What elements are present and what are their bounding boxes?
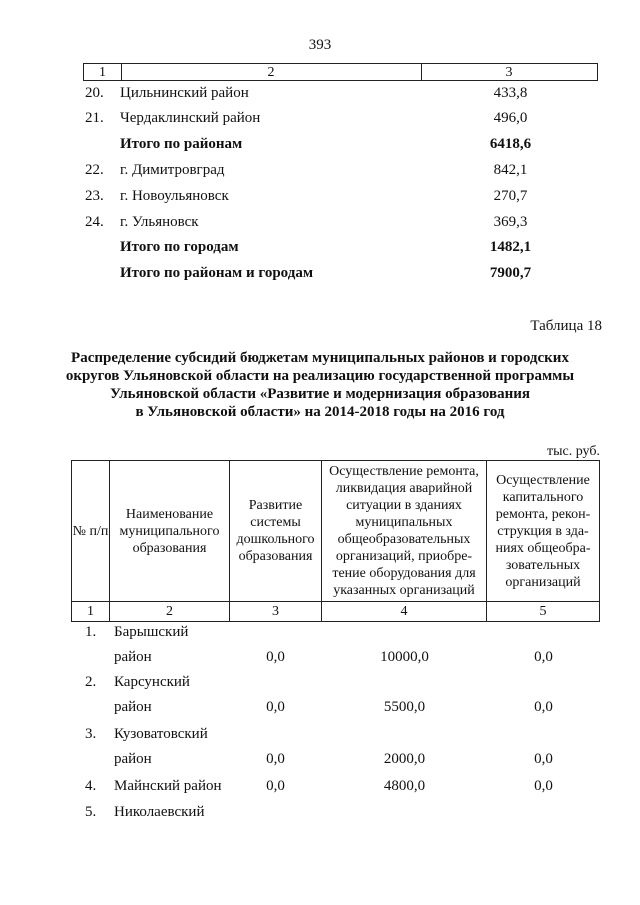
table-title: [40, 349, 600, 421]
subsidy-row: [71, 619, 600, 645]
row-preschool: 0,0: [266, 751, 285, 767]
row-number: 3.: [85, 726, 97, 742]
header-col-3: 3: [505, 65, 513, 80]
subsidy-row: [71, 746, 600, 772]
summary-table-header: [83, 63, 598, 81]
col-number-1: 1: [87, 604, 94, 619]
row-number: 2.: [85, 674, 97, 690]
summary-row: [83, 185, 598, 207]
row-preschool: 0,0: [266, 699, 285, 715]
row-capital-repair: 0,0: [534, 751, 553, 767]
row-name: Итого по городам: [120, 239, 239, 255]
header-preschool: Развитие системы дошкольного образования: [236, 498, 315, 564]
row.num: 24.: [85, 214, 104, 230]
row-repair: 2000,0: [383, 751, 426, 767]
row-municipality: Майнский район: [114, 778, 222, 794]
summary-row: [83, 159, 598, 181]
summary-row: [83, 236, 598, 258]
row-preschool: 0,0: [266, 778, 285, 794]
row.num: 20.: [85, 85, 104, 101]
row-value: 433,8: [493, 85, 528, 101]
row-name: Итого по районам: [120, 136, 243, 152]
row-value: 7900,7: [489, 265, 532, 281]
subsidy-row: [71, 773, 600, 799]
row-preschool: 0,0: [266, 649, 285, 665]
header-col-1: 1: [99, 65, 106, 80]
row-name: г. Новоульяновск: [120, 188, 229, 204]
row-capital-repair: 0,0: [534, 649, 553, 665]
row-name: Итого по районам и городам: [120, 265, 314, 281]
row-municipality: район: [114, 751, 152, 767]
summary-row: [83, 82, 598, 104]
row-capital-repair: 0,0: [534, 778, 553, 794]
col-number-3: 3: [272, 604, 279, 619]
row-municipality: Николаевский: [114, 804, 205, 820]
row.num: 22.: [85, 162, 104, 178]
row-repair: 5500,0: [383, 699, 426, 715]
row-municipality: район: [114, 649, 152, 665]
row-value: 369,3: [493, 214, 528, 230]
header-repair: Осуществление ремонта, ликвидация аварийной ситуации в зданиях муниципальных общеобразовательных организаций, приобре-тение оборудования для указанных организаций: [329, 464, 479, 598]
row-value: 6418,6: [489, 136, 532, 152]
summary-row: [83, 107, 598, 129]
subsidy-row: [71, 669, 600, 695]
header-capital-repair: Осуществление капитального ремонта, рекон-струкция в зда-ниях общеобра-зовательных организаций: [495, 472, 591, 590]
row-capital-repair: 0,0: [534, 699, 553, 715]
header-num: № п/п: [72, 523, 109, 539]
table-caption: Таблица 18: [530, 318, 602, 334]
header-municipality: Наименование муниципального образования: [119, 506, 220, 556]
title-line: округов Ульяновской области на реализацию государственной программы: [65, 368, 575, 384]
row-name: г. Ульяновск: [120, 214, 199, 230]
row.num: 21.: [85, 110, 104, 126]
subsidy-table-header: [71, 460, 600, 622]
row-number: 4.: [85, 778, 97, 794]
row-number: 5.: [85, 804, 97, 820]
subsidy-row: [71, 644, 600, 670]
summary-row: [83, 211, 598, 233]
title-line: Ульяновской области «Развитие и модернизация образования: [109, 386, 531, 402]
col-number-5: 5: [539, 604, 547, 619]
summary-row: [83, 262, 598, 284]
row-number: 1.: [85, 624, 97, 640]
row-value: 270,7: [493, 188, 528, 204]
row-municipality: Барышский: [114, 624, 189, 640]
row.num: 23.: [85, 188, 104, 204]
row-municipality: район: [114, 699, 152, 715]
row-value: 842,1: [493, 162, 528, 178]
row-value: 496,0: [493, 110, 528, 126]
page-number: 393: [308, 37, 332, 53]
row-value: 1482,1: [489, 239, 532, 255]
row-municipality: Карсунский: [114, 674, 190, 690]
summary-row: [83, 133, 598, 155]
row-municipality: Кузоватовский: [114, 726, 208, 742]
row-repair: 4800,0: [383, 778, 426, 794]
subsidy-row: [71, 721, 600, 747]
col-number-4: 4: [400, 604, 408, 619]
subsidy-row: [71, 694, 600, 720]
subsidy-row: [71, 799, 600, 825]
row-name: г. Димитровград: [120, 162, 225, 178]
col-number-2: 2: [166, 604, 173, 619]
row-repair: 10000,0: [380, 649, 429, 665]
title-line: в Ульяновской области» на 2014-2018 годы на 2016 год: [135, 404, 505, 420]
header-col-2: 2: [267, 65, 275, 80]
row-name: Цильнинский район: [120, 85, 249, 101]
row-name: Чердаклинский район: [120, 110, 261, 126]
title-line: Распределение субсидий бюджетам муниципальных районов и городских: [71, 350, 569, 366]
unit-label: тыс. руб.: [547, 444, 600, 459]
